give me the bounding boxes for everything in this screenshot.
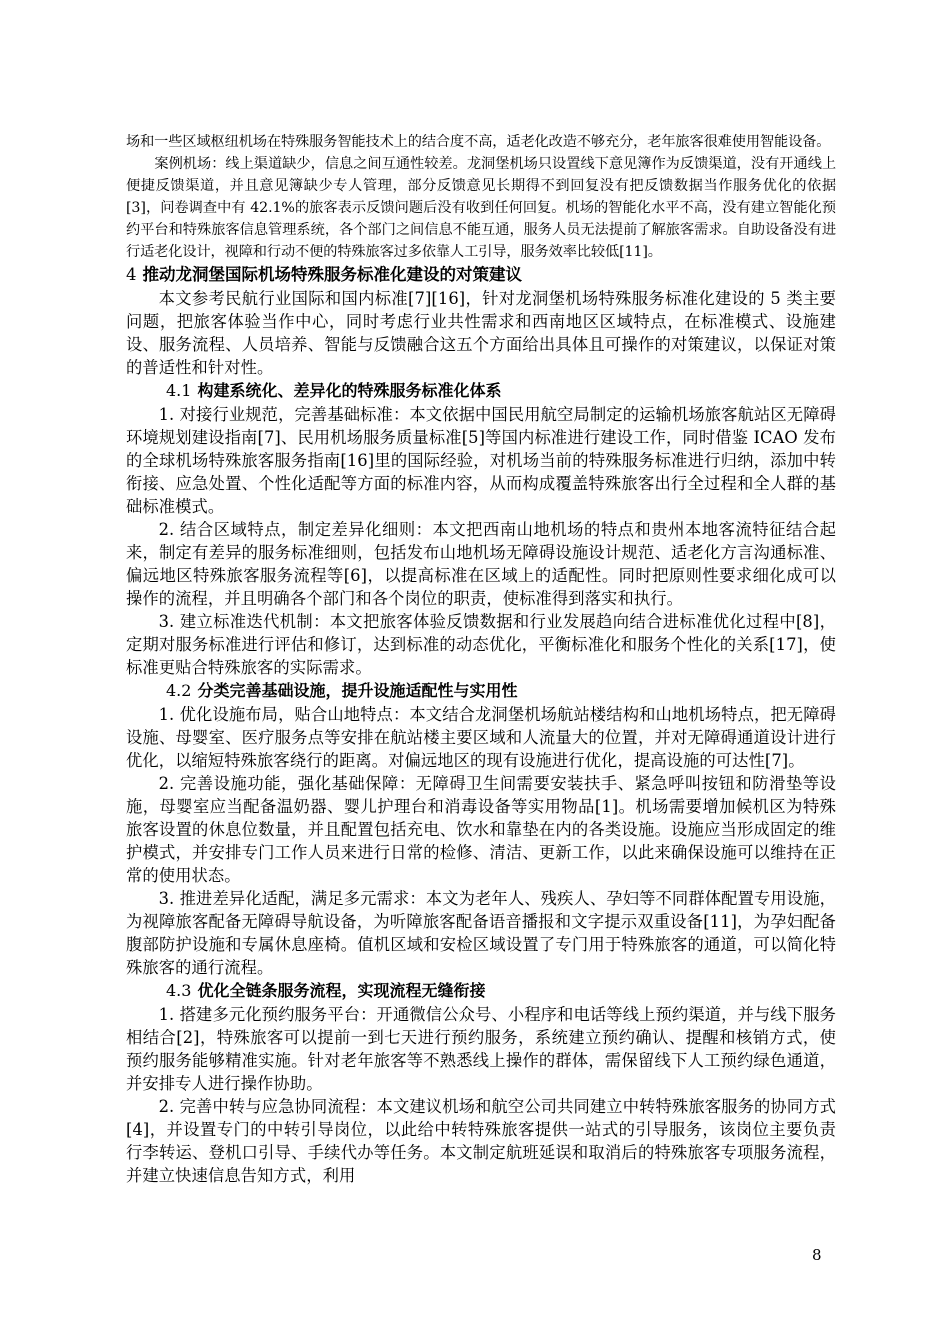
- section-intro: 本文参考民航行业国际和国内标准[7][16]，针对龙洞堡机场特殊服务标准化建设的 5 类主要问题，把旅客体验当作中心，同时考虑行业共性需求和西南地区区域特点，在标准模式、设施建设、服务流程、人员培养、智能与反馈融合这五个方面给出具体且可操作的对策建议，以保证对策的普适性和针对性。: [126, 289, 836, 377]
- page-number: 8: [812, 1246, 822, 1264]
- subsection-heading-4-1: [126, 380, 836, 402]
- subsection-title: 分类完善基础设施，提升设施适配性与实用性: [197, 681, 518, 700]
- list-item: 3. 建立标准迭代机制：本文把旅客体验反馈数据和行业发展趋向结合进标准优化过程中[8]，定期对服务标准进行评估和修订，达到标准的动态优化，平衡标准化和服务个性化的关系[17]，使标准更贴合特殊旅客的实际需求。: [126, 612, 836, 677]
- paragraph-case-airport: 案例机场：线上渠道缺少，信息之间互通性较差。龙洞堡机场只设置线下意见簿作为反馈渠道，没有开通线上便捷反馈渠道，并且意见簿缺少专人管理，部分反馈意见长期得不到回复没有把反馈数据当作服务优化的依据[3]，问卷调查中有 42.1%的旅客表示反馈问题后没有收到任何回复。机场的智能化水平不高，没有建立智能化预约平台和特殊旅客信息管理系统，各个部门之间信息不能互通，服务人员无法提前了解旅客需求。自助设备没有进行适老化设计，视障和行动不便的特殊旅客过多依靠人工引导，服务效率比较低[11]。: [126, 156, 836, 260]
- list-item: 1. 搭建多元化预约服务平台：开通微信公众号、小程序和电话等线上预约渠道，并与线下服务相结合[2]，特殊旅客可以提前一到七天进行预约服务，系统建立预约确认、提醒和核销方式，使预约服务能够精准实施。针对老年旅客等不熟悉线上操作的群体，需保留线下人工预约绿色通道，并安排专人进行操作协助。: [126, 1005, 836, 1093]
- list-item: 1. 优化设施布局，贴合山地特点：本文结合龙洞堡机场航站楼结构和山地机场特点，把无障碍设施、母婴室、医疗服务点等安排在航站楼主要区域和人流量大的位置，并对无障碍通道设计进行优化，以缩短特殊旅客绕行的距离。对偏远地区的现有设施进行优化，提高设施的可达性[7]。: [126, 705, 836, 770]
- subsection-number: 4.2: [166, 681, 192, 700]
- subsection-number: 4.3: [166, 981, 192, 1000]
- subsection-heading-4-3: [126, 980, 836, 1002]
- list-item: 2. 完善中转与应急协同流程：本文建议机场和航空公司共同建立中转特殊旅客服务的协同方式[4]，并设置专门的中转引导岗位，以此给中转特殊旅客提供一站式的引导服务，该岗位主要负责行李转运、登机口引导、手续代办等任务。本文制定航班延误和取消后的特殊旅客专项服务流程，并建立快速信息告知方式，利用: [126, 1097, 836, 1185]
- section-title: 推动龙洞堡国际机场特殊服务标准化建设的对策建议: [142, 265, 522, 284]
- page-body: [126, 131, 836, 1187]
- section-number: 4: [126, 265, 137, 284]
- subsection-number: 4.1: [166, 381, 192, 400]
- list-item: 1. 对接行业规范，完善基础标准：本文依据中国民用航空局制定的运输机场旅客航站区无障碍环境规划建设指南[7]、民用机场服务质量标准[5]等国内标准进行建设工作，同时借鉴 ICAO 发布的全球机场特殊旅客服务指南[16]里的国际经验，对机场当前的特殊服务标准进行归纳，添加中转衔接、应急处置、个性化适配等方面的标准内容，从而构成覆盖特殊旅客出行全过程和全人群的基础标准模式。: [126, 405, 836, 516]
- list-item: 2. 结合区域特点，制定差异化细则：本文把西南山地机场的特点和贵州本地客流特征结合起来，制定有差异的服务标准细则，包括发布山地机场无障碍设施设计规范、适老化方言沟通标准、偏远地区特殊旅客服务流程等[6]，以提高标准在区域上的适配性。同时把原则性要求细化成可以操作的流程，并且明确各个部门和各个岗位的职责，使标准得到落实和执行。: [126, 520, 836, 608]
- subsection-title: 优化全链条服务流程，实现流程无缝衔接: [197, 981, 486, 1000]
- list-item: 2. 完善设施功能，强化基础保障：无障碍卫生间需要安装扶手、紧急呼叫按钮和防滑垫等设施，母婴室应当配备温奶器、婴儿护理台和消毒设备等实用物品[1]。机场需要增加候机区为特殊旅客设置的休息位数量，并且配置包括充电、饮水和靠垫在内的各类设施。设施应当形成固定的维护模式，并安排专门工作人员来进行日常的检修、清洁、更新工作，以此来确保设施可以维持在正常的使用状态。: [126, 774, 836, 885]
- paragraph-continued: 场和一些区域枢纽机场在特殊服务智能技术上的结合度不高，适老化改造不够充分，老年旅客很难使用智能设备。: [126, 134, 831, 150]
- list-item: 3. 推进差异化适配，满足多元需求：本文为老年人、残疾人、孕妇等不同群体配置专用设施，为视障旅客配备无障碍导航设备，为听障旅客配备语音播报和文字提示双重设备[11]，为孕妇配备腹部防护设施和专属休息座椅。值机区域和安检区域设置了专门用于特殊旅客的通道，可以简化特殊旅客的通行流程。: [126, 889, 836, 977]
- subsection-heading-4-2: [126, 680, 836, 702]
- subsection-title: 构建系统化、差异化的特殊服务标准化体系: [197, 381, 502, 400]
- section-heading-4: [126, 264, 836, 286]
